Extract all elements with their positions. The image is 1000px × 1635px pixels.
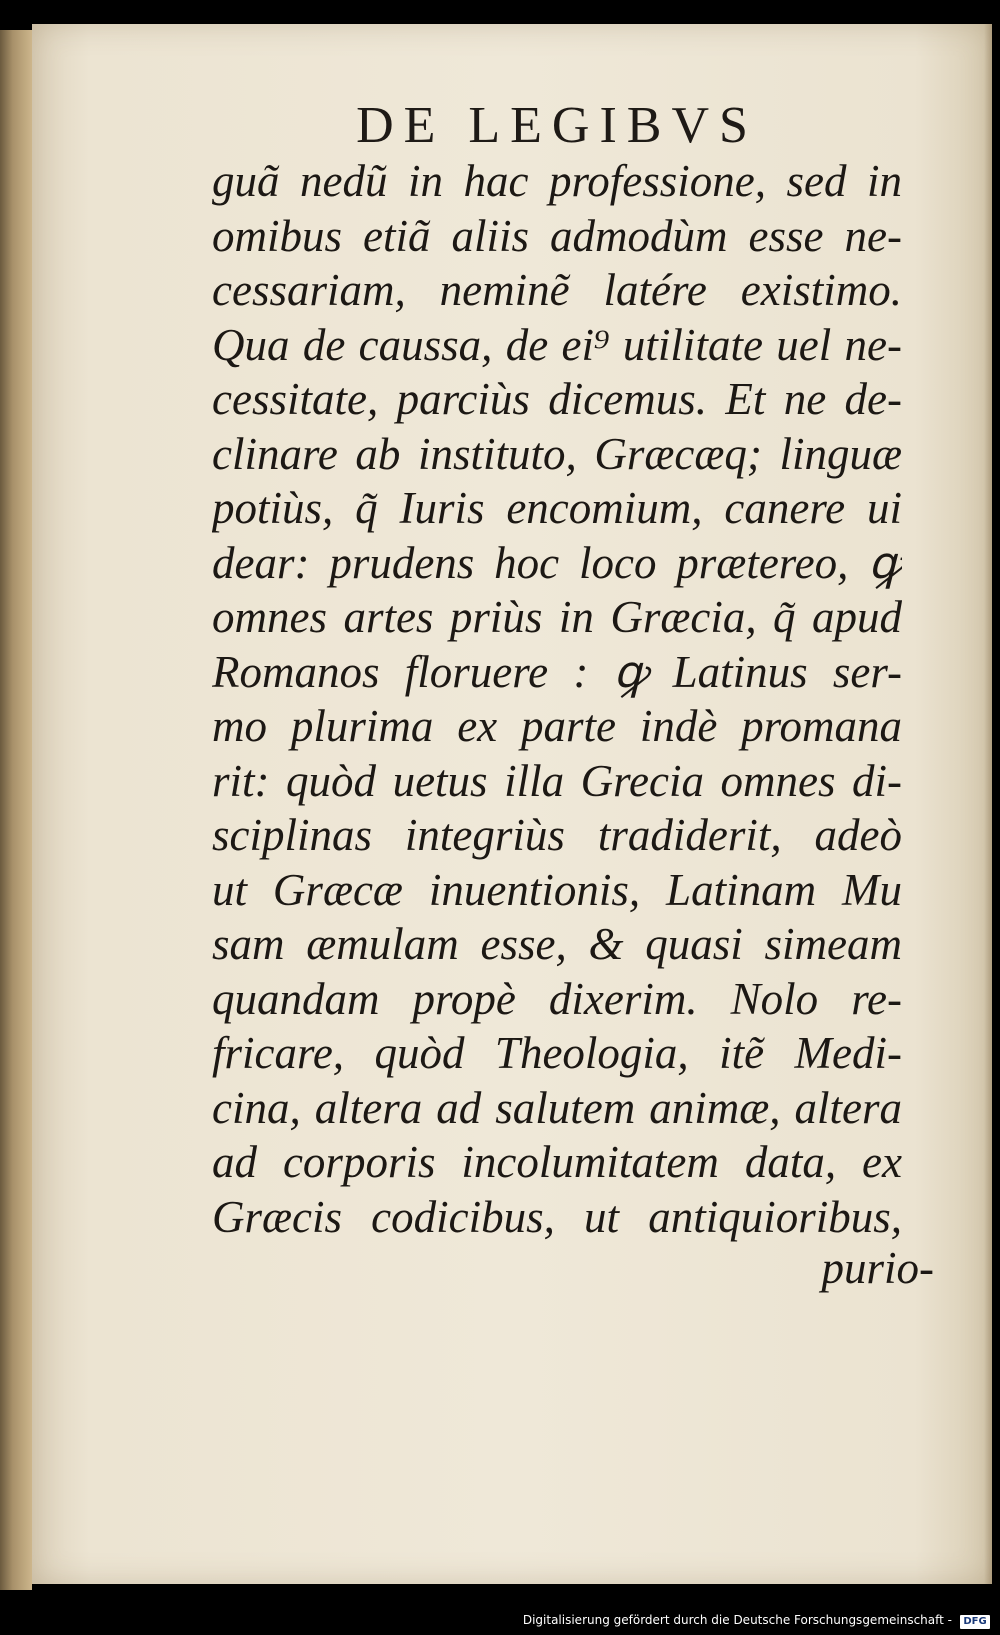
page-edge-shadow <box>984 24 992 1584</box>
text-line: cessitate, parciùs dicemus. Et ne de- <box>212 374 902 424</box>
text-line: clinare ab instituto, Græcæq; linguæ <box>212 428 902 479</box>
text-line: potiùs, q̃ Iuris encomium, canere ui <box>212 483 902 533</box>
credit-text: Digitalisierung gefördert durch die Deutsche Forschungsgemeinschaft - <box>522 1613 952 1627</box>
dfg-logo-icon: DFG <box>960 1615 990 1629</box>
text-line: omibus etiã aliis admodùm esse ne- <box>212 210 902 261</box>
text-line: ut Græcæ inuentionis, Latinam Mu <box>212 864 902 915</box>
text-line: sam æmulam esse, & quasi simeam <box>212 919 902 969</box>
text-line: omnes artes priùs in Græcia, q̃ apud <box>212 592 902 642</box>
digitization-credit <box>523 1613 952 1627</box>
book-page <box>32 24 992 1584</box>
text-line: ad corporis incolumitatem data, ex <box>212 1137 902 1187</box>
text-block <box>212 154 902 1244</box>
text-line: quandam propè dixerim. Nolo re- <box>212 973 902 1024</box>
text-line: cessariam, neminẽ latére existimo. <box>212 265 902 315</box>
text-line: Græcis codicibus, ut antiquioribus, <box>212 1191 902 1242</box>
text-line: Romanos floruere : ꝙ Latinus ser- <box>212 646 902 697</box>
text-line: dear: prudens hoc loco prætereo, ꝙ <box>212 537 902 588</box>
catchword: purio- <box>821 1243 934 1293</box>
text-line: fricare, quòd Theologia, itẽ Medi- <box>212 1028 902 1078</box>
text-line: guã nedũ in hac professione, sed in <box>212 156 902 206</box>
text-line: rit: quòd uetus illa Grecia omnes di- <box>212 755 902 806</box>
text-line: Qua de caussa, de ei⁹ utilitate uel ne- <box>212 319 902 370</box>
text-line: sciplinas integriùs tradiderit, adeò <box>212 810 902 860</box>
text-line: cina, altera ad salutem animæ, altera <box>212 1082 902 1133</box>
book-spine-edge <box>0 30 32 1590</box>
running-head: DE LEGIBVS <box>356 97 758 154</box>
text-line: mo plurima ex parte indè promana <box>212 701 902 751</box>
